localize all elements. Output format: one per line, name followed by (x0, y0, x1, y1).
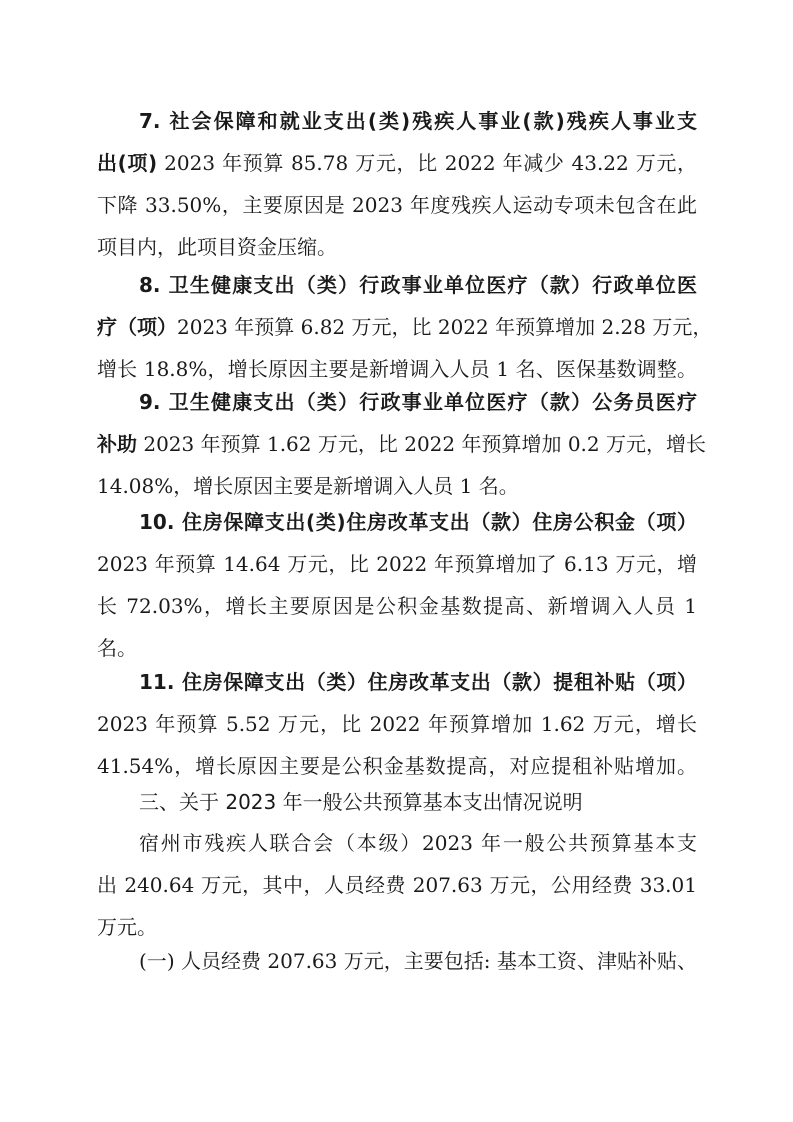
text-line: (一) 人员经费 207.63 万元，主要包括: 基本工资、津贴补贴、 (139, 949, 697, 973)
item-heading: 10. 住房保障支出(类)住房改革支出（款）住房公积金（项） (139, 510, 697, 534)
text-line: 补助 2023 年预算 1.62 万元，比 2022 年预算增加 0.2 万元，增长 (97, 432, 706, 456)
paragraph-item-10 (97, 501, 697, 669)
item-heading: 出(项) (97, 151, 158, 175)
text-line: 增长 18.8%，增长原因主要是新增调入人员 1 名、医保基数调整。 (97, 357, 697, 381)
text-line: 14.08%，增长原因主要是新增调入人员 1 名。 (97, 474, 519, 498)
text-line: 长 72.03%，增长主要原因是公积金基数提高、新增调入人员 1 (97, 594, 697, 618)
text-line: 项目内，此项目资金压缩。 (97, 235, 337, 259)
text-line: 出 240.64 万元，其中，人员经费 207.63 万元，公用经费 33.01 (97, 873, 697, 897)
text-line: 41.54%，增长原因主要是公积金基数提高，对应提租补贴增加。 (97, 754, 697, 778)
text-line (97, 100, 697, 142)
text-line (97, 381, 697, 423)
paragraph-item-8 (97, 264, 713, 390)
item-heading: 9. 卫生健康支出（类）行政事业单位医疗（款）公务员医疗 (139, 390, 697, 414)
text-line: 出(项) 2023 年预算 85.78 万元，比 2022 年减少 43.22 万元， (97, 151, 698, 175)
text-line (97, 264, 697, 306)
paragraph-subsection-1 (97, 940, 697, 982)
paragraph-section-3-body (97, 822, 697, 948)
item-heading: 8. 卫生健康支出（类）行政事业单位医疗（款）行政单位医 (139, 273, 697, 297)
text-line (97, 501, 697, 543)
item-heading: 疗（项） (97, 315, 177, 339)
text-line: 疗（项）2023 年预算 6.82 万元，比 2022 年预算增加 2.28 万元， (97, 315, 713, 339)
paragraph-item-11 (97, 661, 697, 787)
text-line: 2023 年预算 5.52 万元，比 2022 年预算增加 1.62 万元，增长 (97, 712, 697, 736)
paragraph-item-9 (97, 381, 706, 507)
text-line: 万元。 (97, 915, 157, 939)
item-heading: 11. 住房保障支出（类）住房改革支出（款）提租补贴（项） (139, 670, 697, 694)
text-line: 下降 33.50%，主要原因是 2023 年度残疾人运动专项未包含在此 (97, 193, 697, 217)
paragraph-item-7 (97, 100, 697, 268)
text-line: 名。 (97, 636, 137, 660)
text-line: 2023 年预算 14.64 万元，比 2022 年预算增加了 6.13 万元，增 (97, 552, 697, 576)
item-heading: 补助 (97, 432, 137, 456)
text-line: 三、关于 2023 年一般公共预算基本支出情况说明 (139, 790, 583, 814)
section-heading (97, 781, 697, 823)
text-line (97, 661, 697, 703)
item-heading: 7. 社会保障和就业支出(类)残疾人事业(款)残疾人事业支 (139, 109, 697, 133)
text-line: 宿州市残疾人联合会（本级）2023 年一般公共预算基本支 (139, 831, 697, 855)
